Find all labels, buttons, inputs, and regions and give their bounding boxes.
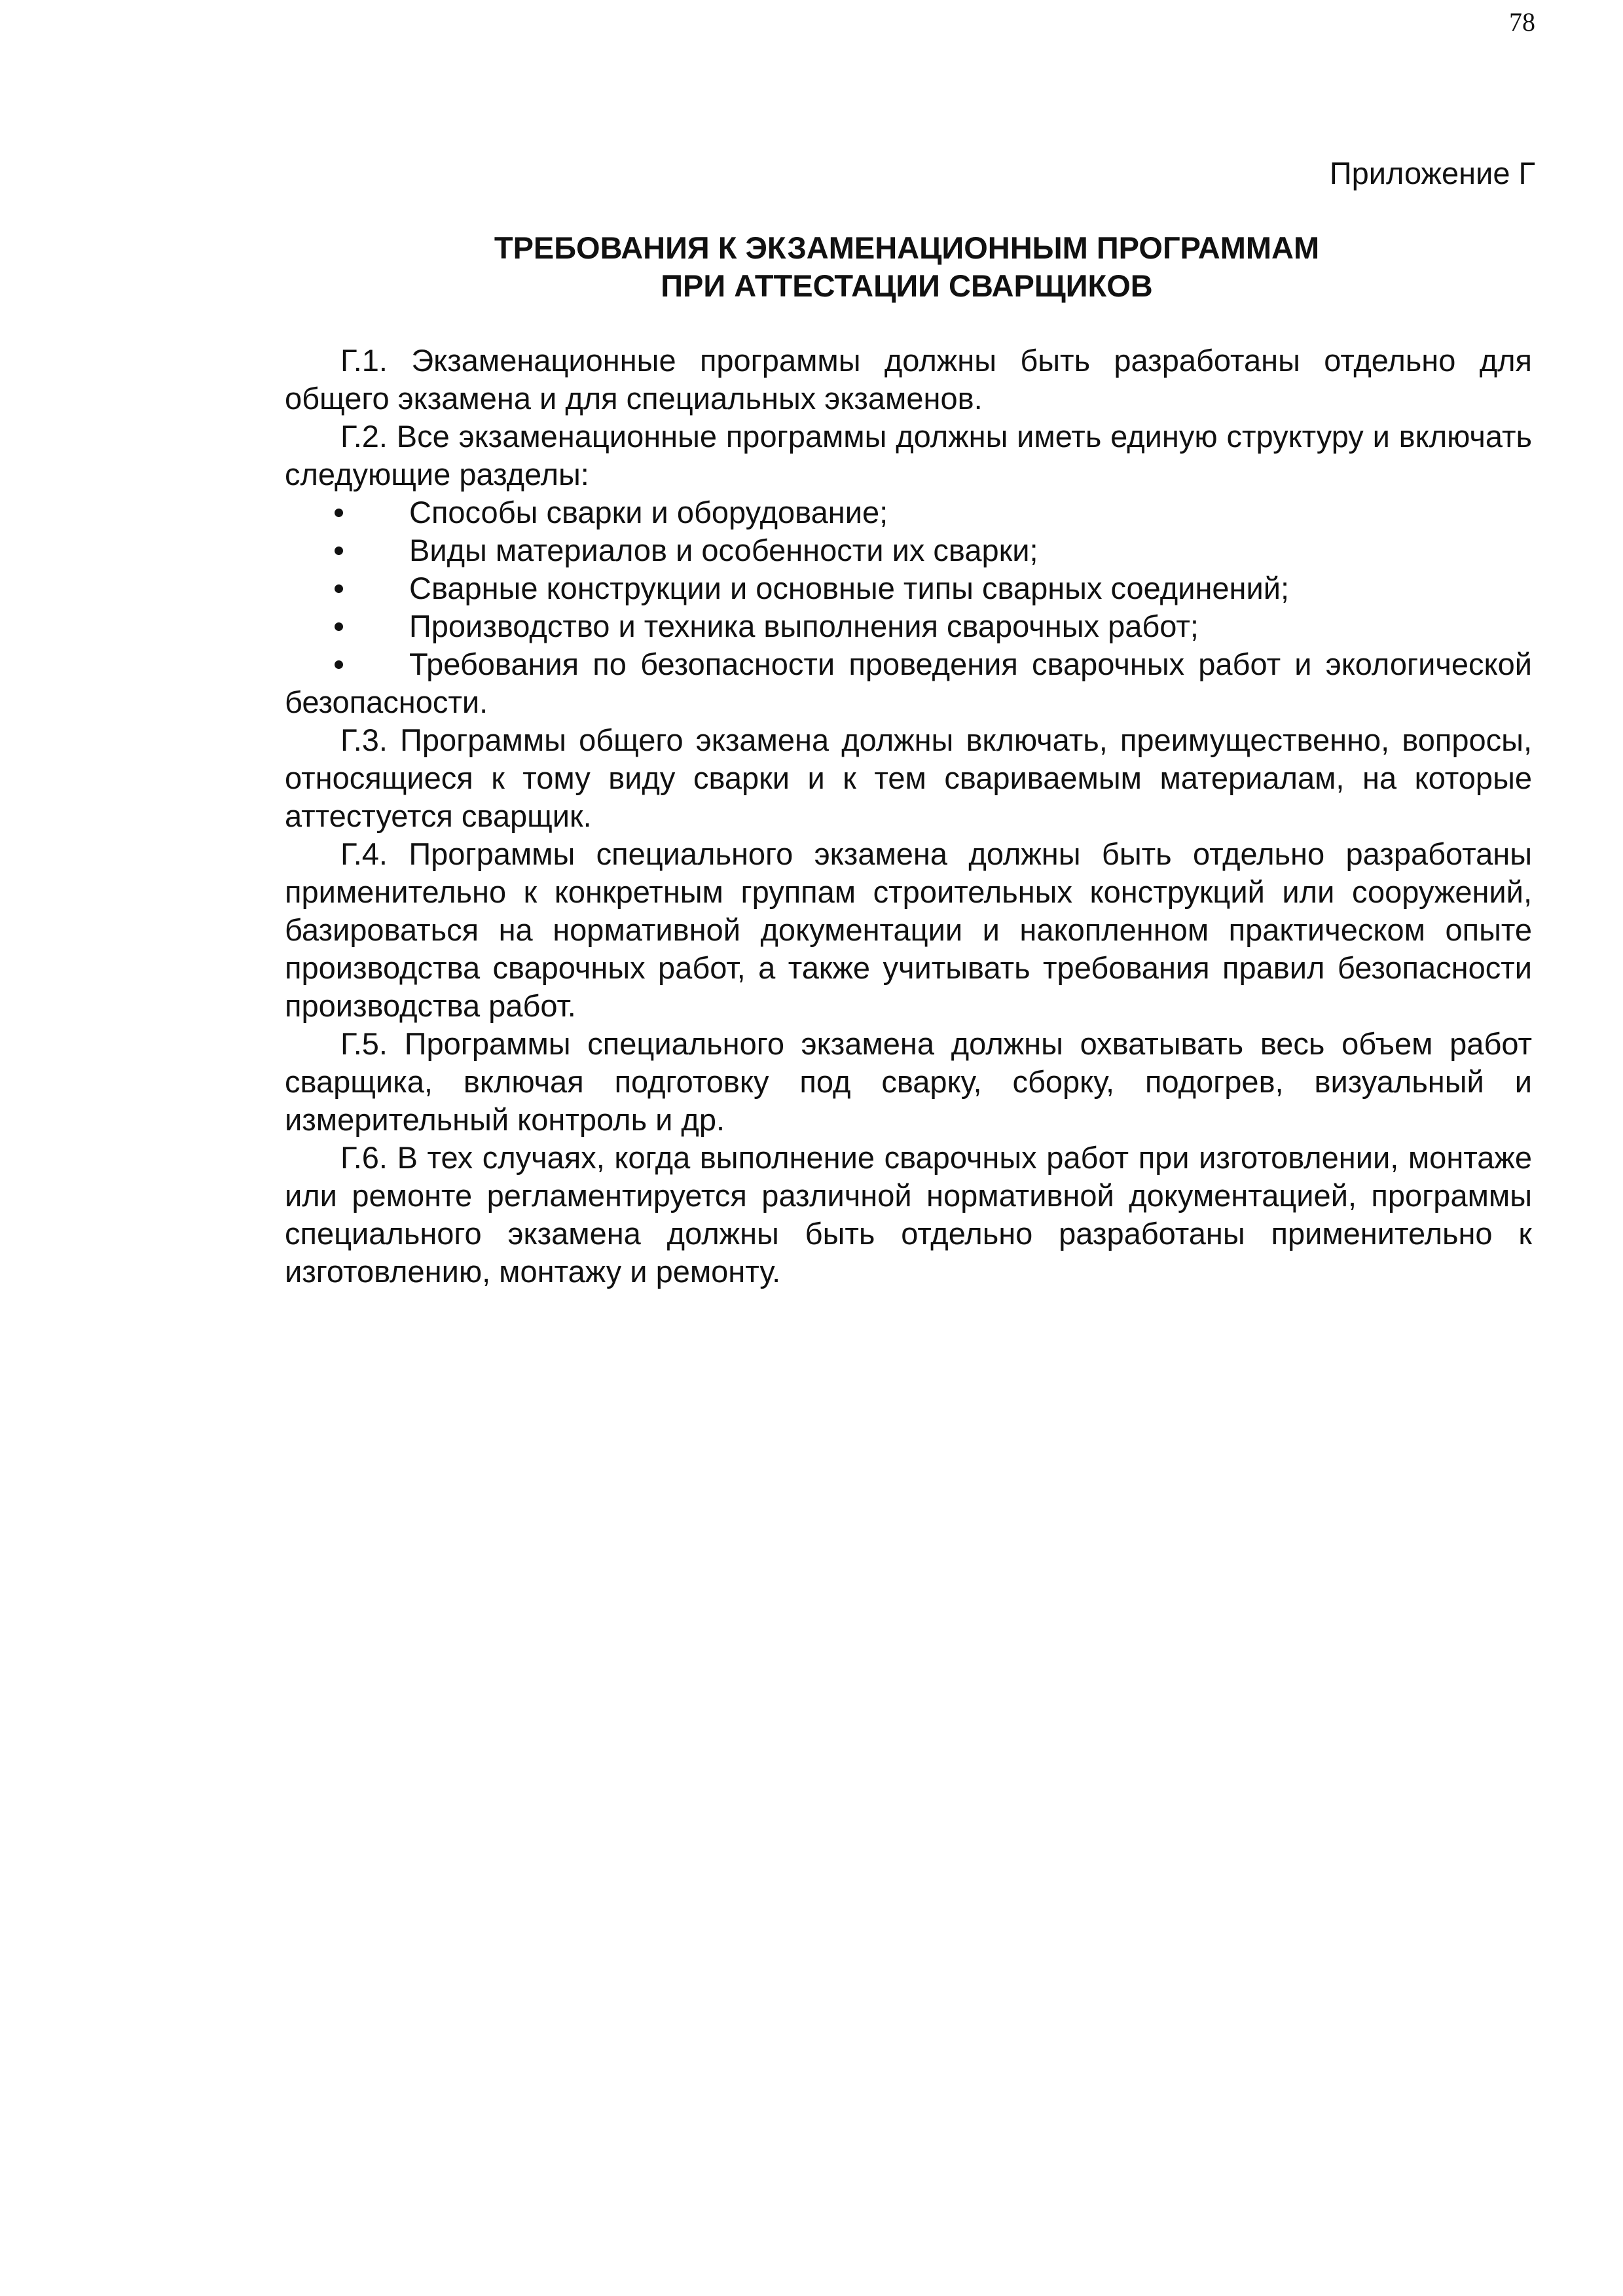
bullet-icon [335, 547, 343, 555]
paragraph-g5: Г.5. Программы специального экзамена должны охватывать весь объем работ сварщика, включая подготовку под сварку, сборку, подогрев, визуальный и измерительный контроль и др. [285, 1026, 1532, 1137]
title-line-1: ТРЕБОВАНИЯ К ЭКЗАМЕНАЦИОННЫМ ПРОГРАММАМ [494, 230, 1320, 265]
paragraph-g3: Г.3. Программы общего экзамена должны включать, преимущественно, вопросы, относящиеся к тому виду сварки и к тем свариваемым материалам, на которые аттестуется сварщик. [285, 723, 1532, 833]
list-item-text: Способы сварки и оборудование; [409, 495, 888, 529]
list-item-text: Виды материалов и особенности их сварки; [409, 533, 1038, 567]
list-item [285, 493, 1532, 531]
list-item-text: Требования по безопасности проведения сварочных работ и экологической безопасности. [285, 647, 1532, 719]
paragraph-g6: Г.6. В тех случаях, когда выполнение сварочных работ при изготовлении, монтаже или ремонте регламентируется различной нормативной документацией, программы специального экзамена должны быть отдельно разработаны применительно к изготовлению, монтажу и ремонту. [285, 1140, 1532, 1289]
title-line-2: ПРИ АТТЕСТАЦИИ СВАРЩИКОВ [661, 268, 1153, 303]
list-item-text: Производство и техника выполнения сварочных работ; [409, 609, 1199, 643]
bullet-icon [335, 660, 343, 669]
list-item-text: Сварные конструкции и основные типы сварных соединений; [409, 571, 1290, 605]
paragraph-g1: Г.1. Экзаменационные программы должны быть разработаны отдельно для общего экзамена и для специальных экзаменов. [285, 343, 1532, 416]
page-number: 78 [1509, 7, 1535, 37]
document-body [285, 342, 1532, 1291]
list-item [285, 569, 1532, 607]
list-item [285, 531, 1532, 569]
document-title [285, 229, 1529, 305]
bullet-icon [335, 622, 343, 631]
list-item [285, 607, 1532, 645]
bullet-icon [335, 509, 343, 517]
appendix-label: Приложение Г [1329, 156, 1535, 190]
bullet-icon [335, 584, 343, 593]
paragraph-g2: Г.2. Все экзаменационные программы должны иметь единую структуру и включать следующие разделы: [285, 419, 1532, 492]
paragraph-g4: Г.4. Программы специального экзамена должны быть отдельно разработаны применительно к конкретным группам строительных конструкций или сооружений, базироваться на нормативной документации и накопленном практическом опыте производства сварочных работ, а также учитывать требования правил безопасности производства работ. [285, 836, 1532, 1023]
list-item [285, 645, 1532, 721]
